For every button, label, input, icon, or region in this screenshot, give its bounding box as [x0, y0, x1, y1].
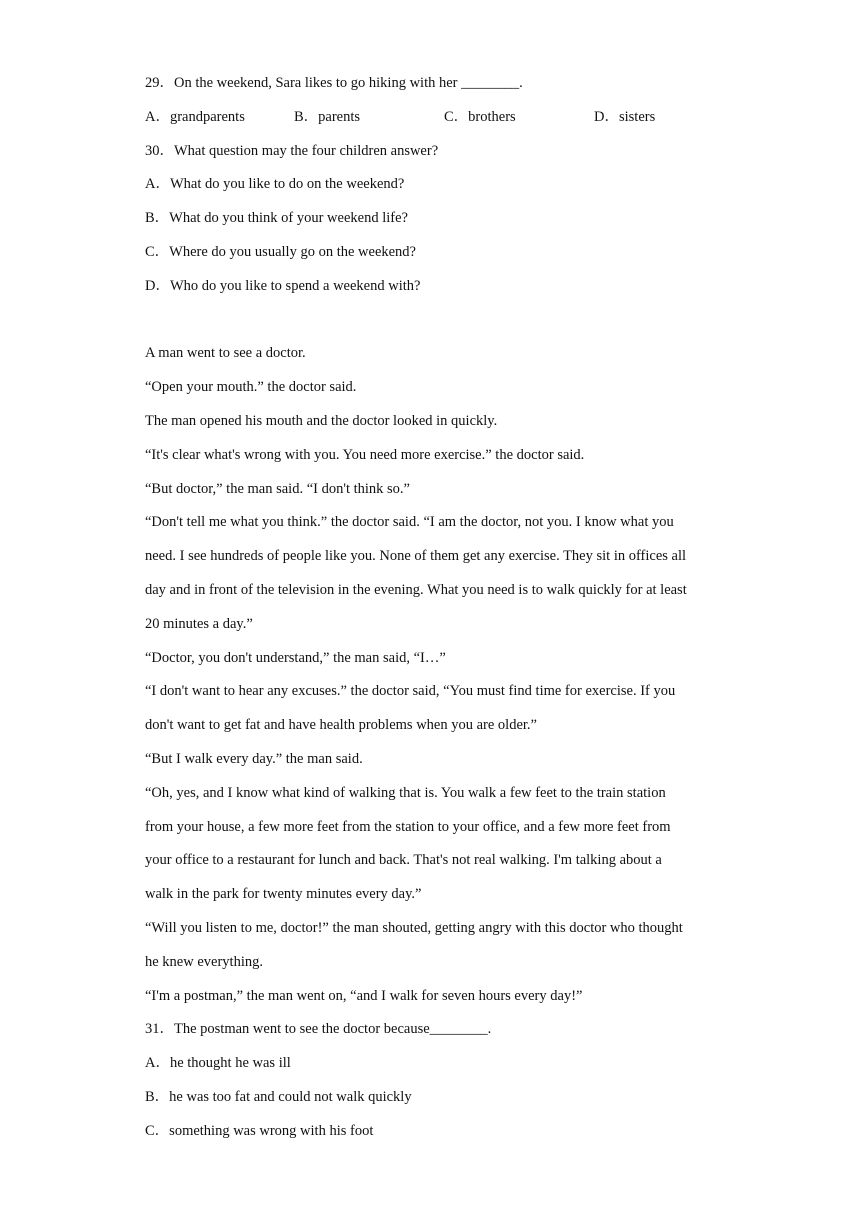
passage-line: “Open your mouth.” the doctor said.: [145, 379, 357, 396]
passage-line: The man opened his mouth and the doctor looked in quickly.: [145, 412, 498, 429]
passage-line: need. I see hundreds of people like you. None of them get any exercise. They sit in offices all: [145, 548, 687, 565]
passage-line: A man went to see a doctor.: [145, 345, 306, 362]
option-30-b: B．What do you think of your weekend life?: [145, 210, 408, 227]
option-31-a: A．he thought he was ill: [145, 1055, 291, 1072]
passage-line: walk in the park for twenty minutes every day.”: [145, 886, 422, 903]
option-29-c: C．brothers: [444, 108, 516, 125]
passage-line: he knew everything.: [145, 953, 263, 970]
passage-line: 20 minutes a day.”: [145, 615, 253, 632]
passage-line: “I'm a postman,” the man went on, “and I walk for seven hours every day!”: [145, 987, 583, 1004]
option-29-d: D．sisters: [594, 108, 656, 125]
option-30-a: A．What do you like to do on the weekend?: [145, 176, 405, 193]
question-29-options: [145, 106, 725, 140]
question-30: 30．What question may the four children answer?: [145, 142, 439, 159]
passage-line: “It's clear what's wrong with you. You need more exercise.” the doctor said.: [145, 446, 585, 463]
option-29-a: A．grandparents: [145, 108, 245, 125]
passage-line: “Oh, yes, and I know what kind of walking that is. You walk a few feet to the train station: [145, 784, 666, 801]
passage-line: “Don't tell me what you think.” the doctor said. “I am the doctor, not you. I know what you: [145, 514, 674, 531]
passage-line: day and in front of the television in the evening. What you need is to walk quickly for at least: [145, 581, 687, 598]
passage-line: “Doctor, you don't understand,” the man said, “I…”: [145, 649, 446, 666]
passage-line: “But I walk every day.” the man said.: [145, 750, 363, 767]
document-page: [145, 72, 725, 1154]
option-31-c: C．something was wrong with his foot: [145, 1122, 374, 1139]
option-29-b: B．parents: [294, 108, 361, 125]
option-30-d: D．Who do you like to spend a weekend with?: [145, 277, 421, 294]
passage-line: “Will you listen to me, doctor!” the man shouted, getting angry with this doctor who thought: [145, 919, 683, 936]
passage-line: from your house, a few more feet from the station to your office, and a few more feet from: [145, 818, 671, 835]
question-31: 31．The postman went to see the doctor because________.: [145, 1021, 492, 1038]
reading-passage: [145, 342, 725, 1018]
option-31-b: B．he was too fat and could not walk quickly: [145, 1088, 412, 1105]
passage-line: “But doctor,” the man said. “I don't think so.”: [145, 480, 410, 497]
passage-line: your office to a restaurant for lunch and back. That's not real walking. I'm talking about a: [145, 852, 662, 869]
passage-line: “I don't want to hear any excuses.” the doctor said, “You must find time for exercise. If you: [145, 683, 676, 700]
question-29: 29．On the weekend, Sara likes to go hiking with her ________.: [145, 75, 523, 91]
section-gap: [145, 309, 725, 343]
option-30-c: C．Where do you usually go on the weekend?: [145, 243, 416, 260]
passage-line: don't want to get fat and have health problems when you are older.”: [145, 717, 537, 734]
